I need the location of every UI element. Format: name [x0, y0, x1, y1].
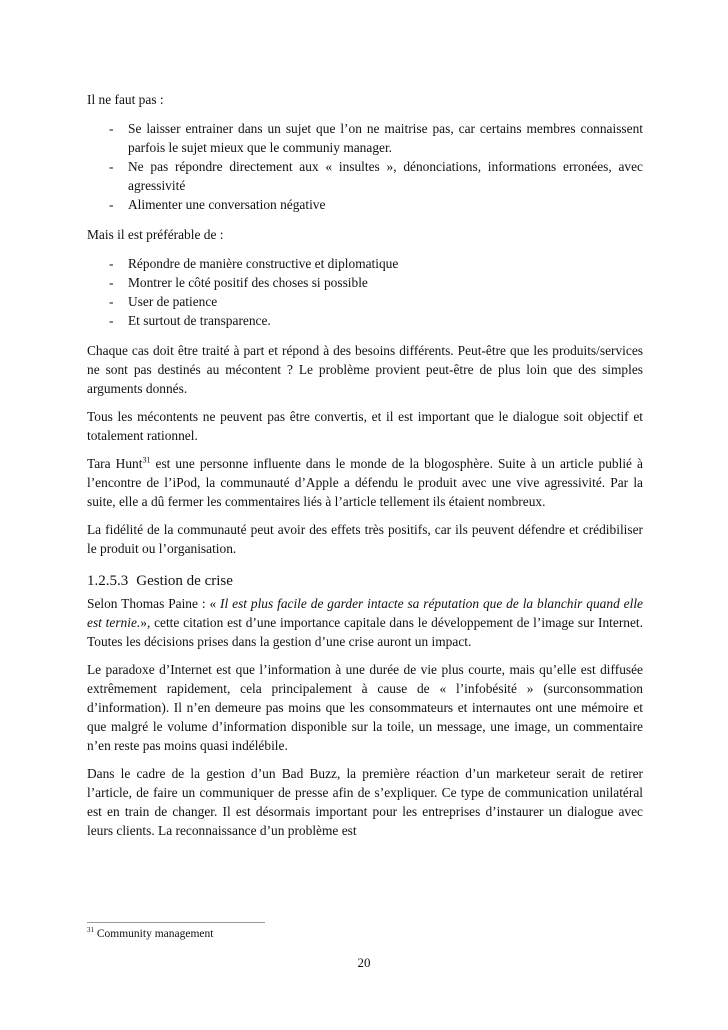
footnote	[87, 928, 213, 940]
list-item: - User de patience	[109, 294, 218, 309]
paragraph: Tara Hunt$^{31}$ est une personne influente dans le monde de la blogosphère. Suite à un article publié à l’encontre de l’iPod, la communauté d’Apple a défendu le produit avec une vive agressivité. Par la suite, elle a dû fermer les commentaires liés à l’article tellement ils étaient nombreux.	[87, 455, 643, 509]
dash-marker: -	[109, 159, 114, 174]
list-item: - Ne pas répondre directement aux « insultes », dénonciations, informations erronées, avec agressivité	[109, 159, 643, 193]
list-item: - Se laisser entrainer dans un sujet que l’on ne maitrise pas, car certains membres connaissent parfois le sujet mieux que le communiy manager.	[109, 121, 643, 155]
paragraph: Dans le cadre de la gestion d’un Bad Buzz, la première réaction d’un marketeur serait de retirer l’article, de faire un communiquer de presse afin de s’expliquer. Ce type de communication unilatéral est en train de changer. Il est désormais important pour les entreprises d’instaurer un dialogue avec leurs clients. La reconnaissance d’un problème est	[87, 766, 643, 838]
paragraph: Chaque cas doit être traité à part et répond à des besoins différents. Peut-être que les produits/services ne sont pas destinés au mécontent ? Le problème provient peut-être de plus loin que des simples arguments donnés.	[87, 343, 643, 396]
list-item: - Alimenter une conversation négative	[109, 197, 326, 212]
page-number: 20	[357, 955, 371, 970]
paragraph: Le paradoxe d’Internet est que l’information à une durée de vie plus courte, mais qu’elle est diffusée extrêmement rapidement, cela principalement à cause de « l’infobésité » (surconsommation d’information). Il n’en demeure pas moins que les consommateurs et internautes ont une mémoire et que malgré le volume d’information disponible sur la toile, un message, une image, un commentaire n’en reste pas moins quasi indélébile.	[87, 662, 643, 753]
list-item: - Montrer le côté positif des choses si possible	[109, 275, 368, 290]
footnote-divider	[87, 922, 265, 923]
dash-marker: -	[109, 294, 114, 309]
intro-dont: Il ne faut pas :	[87, 92, 164, 107]
footnote-text: Community management	[96, 928, 214, 940]
dash-marker: -	[109, 121, 114, 136]
list-item: - Répondre de manière constructive et diplomatique	[109, 256, 399, 271]
quote: Il est plus facile de garder intacte sa réputation que de la blanchir quand elle est ternie.	[87, 596, 643, 630]
section-number: 1.2.5.3	[87, 573, 129, 589]
paragraph: La fidélité de la communauté peut avoir des effets très positifs, car ils peuvent défendre et crédibiliser le produit ou l’organisation.	[87, 522, 643, 556]
section-title: Gestion de crise	[136, 573, 233, 589]
dash-marker: -	[109, 275, 114, 290]
dash-marker: -	[109, 256, 114, 271]
paragraph: Selon Thomas Paine : « Il est plus facile de garder intacte sa réputation que de la blanchir quand elle est ternie.», cette citation est d’une importance capitale dans le développement de l’image sur Internet. Toutes les décisions prises dans la gestion d’une crise auront un impact.	[87, 596, 643, 649]
intro-do: Mais il est préférable de :	[87, 227, 224, 242]
footnote-ref[interactable]: 31	[142, 455, 151, 465]
document-body	[87, 90, 643, 849]
list-dont	[87, 119, 643, 214]
dash-marker: -	[109, 313, 114, 328]
list-item: - Et surtout de transparence.	[109, 313, 271, 328]
dash-marker: -	[109, 197, 114, 212]
footnote-number: 31	[87, 926, 94, 935]
paragraph: Tous les mécontents ne peuvent pas être convertis, et il est important que le dialogue soit objectif et totalement rationnel.	[87, 409, 643, 443]
list-do	[87, 254, 643, 330]
section-heading	[87, 572, 643, 591]
